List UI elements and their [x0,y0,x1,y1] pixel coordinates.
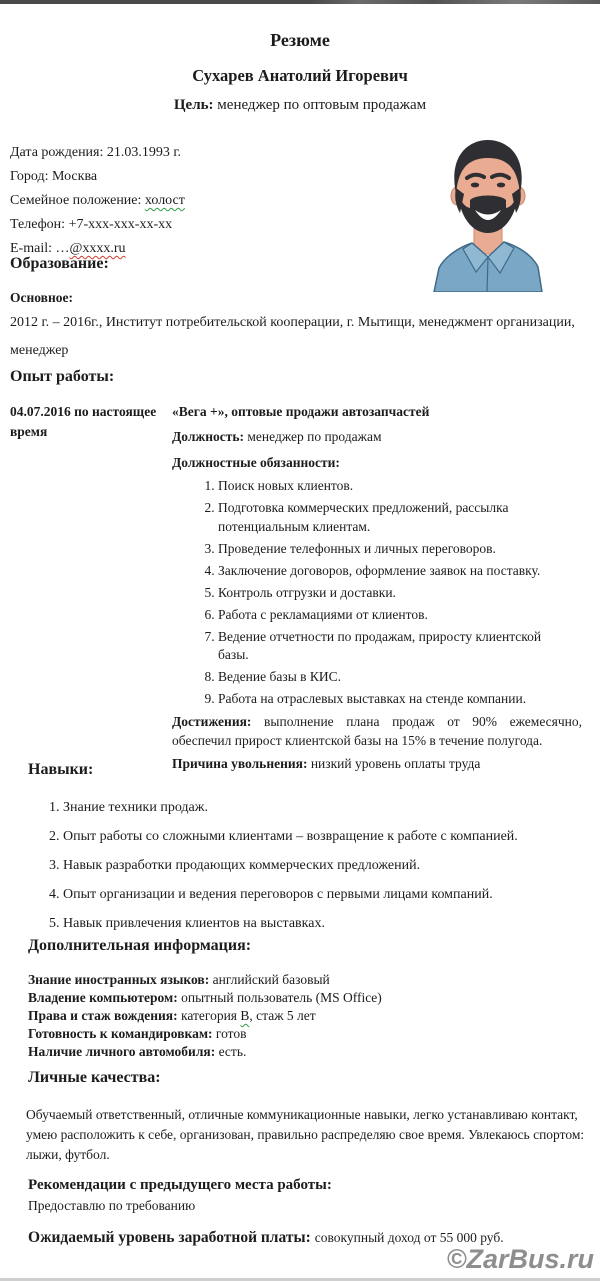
education-text: 2012 г. – 2016г., Институт потребительской кооперации, г. Мытищи, менеджмент организации, менеджер [10,315,575,358]
position-line [172,427,590,447]
achievements-line [172,712,582,750]
candidate-name: Сухарев Анатолий Игоревич [192,66,408,85]
salary-value: совокупный доход от 55 000 руб. [314,1230,504,1245]
additional-info-header: Дополнительная информация: [28,937,252,954]
skills-list [28,798,573,934]
duty-item: 4. Заключение договоров, оформление заявок на поставку. [218,562,564,581]
page-title: Резюме [270,30,330,50]
skills-block [28,798,573,943]
skill-item: 3. Навык разработки продающих коммерческих предложений. [63,856,573,876]
goal-value: менеджер по оптовым продажам [217,97,427,113]
marital-value: холост [144,193,185,208]
salary-label: Ожидаемый уровень заработной платы: [28,1229,311,1246]
position-value: менеджер по продажам [247,429,382,444]
skill-item: 4. Опыт организации и ведения переговоров с первыми лицами компаний. [63,885,573,905]
additional-info-block [28,971,588,1061]
driving-label: Права и стаж вождения: [28,1008,178,1023]
leaving-reason-text: низкий уровень оплаты труда [310,756,481,771]
personal-info-block [10,141,185,261]
position-label: Должность: [172,429,245,444]
car-label: Наличие личного автомобиля: [28,1044,216,1059]
driving-value-pre: категория [180,1008,241,1023]
city-line [10,165,185,189]
experience-header: Опыт работы: [10,368,115,385]
watermark: ©ZarBus.ru [446,1244,594,1274]
skills-header: Навыки: [28,761,94,778]
computer-line [28,989,588,1007]
languages-line [28,971,588,989]
driving-line [28,1007,588,1025]
marital-status-line [10,189,185,213]
personal-qualities-text: Обучаемый ответственный, отличные коммуникационные навыки, легко устанавливаю контакт, умею расположить к себе, организован, правильно распределяю свое время. Увлекаюсь спортом: лыжи, футбол. [26,1107,585,1162]
experience-period: 04.07.2016 по настоящее время [10,404,157,439]
education-subheader: Основное: [10,290,73,305]
travel-line [28,1025,588,1043]
email-domain: @xxxx.ru [69,241,126,256]
experience-block [10,396,590,773]
duty-item: 8. Ведение базы в КИС. [218,668,564,687]
personal-qualities-header: Личные качества: [28,1069,161,1086]
duty-item: 6. Работа с рекламациями от клиентов. [218,606,564,625]
profile-photo-illustration [418,136,558,292]
duties-header: Должностные обязанности: [172,455,340,470]
goal-line [0,97,600,114]
city-label: Город: [10,169,49,184]
education-header: Образование: [10,255,109,272]
leaving-reason-line [172,754,590,773]
duty-item: 3. Проведение телефонных и личных переговоров. [218,540,564,559]
email-label: E-mail: [10,241,52,256]
skill-item: 1. Знание техники продаж. [63,798,573,818]
marital-label: Семейное положение: [10,193,142,208]
achievements-text: выполнение плана продаж от 90% ежемесячно, обеспечил прирост клиентской базы на 15% в течение полугода. [172,714,582,748]
computer-value: опытный пользователь (MS Office) [181,990,382,1005]
email-prefix: … [55,241,70,256]
city-value: Москва [51,169,98,184]
duty-item: 9. Работа на отраслевых выставках на стенде компании. [218,690,564,709]
goal-label: Цель: [173,97,214,113]
driving-category: В [240,1008,250,1023]
travel-value: готов [215,1026,247,1041]
achievements-label: Достижения: [172,714,252,729]
duty-item: 2. Подготовка коммерческих предложений, рассылка потенциальным клиентам. [218,499,564,536]
duties-list [172,477,564,709]
skill-item: 2. Опыт работы со сложными клиентами – возвращение к работе с компанией. [63,827,573,847]
salary-line [28,1229,504,1247]
phone-value: +7-xxx-xxx-xx-xx [68,217,173,232]
recommendations-header: Рекомендации с предыдущего места работы: [28,1177,332,1193]
languages-label: Знание иностранных языков: [28,972,210,987]
skill-item: 5. Навык привлечения клиентов на выставках. [63,914,573,934]
languages-value: английский базовый [212,972,330,987]
company-name: «Вега +», оптовые продажи автозапчастей [172,404,430,419]
leaving-reason-label: Причина увольнения: [172,756,308,771]
recommendations-text: Предоставлю по требованию [28,1198,196,1213]
phone-line [10,213,185,237]
birth-date-label: Дата рождения: [10,145,104,160]
birth-date-line [10,141,185,165]
phone-label: Телефон: [10,217,66,232]
travel-label: Готовность к командировкам: [28,1026,213,1041]
top-border-line [0,0,600,4]
driving-value-post: , стаж 5 лет [249,1008,316,1023]
duty-item: 7. Ведение отчетности по продажам, приросту клиентской базы. [218,628,564,665]
computer-label: Владение компьютером: [28,990,178,1005]
experience-details [172,396,590,773]
car-value: есть. [218,1044,247,1059]
duty-item: 5. Контроль отгрузки и доставки. [218,584,564,603]
birth-date-value: 21.03.1993 г. [106,145,182,160]
car-line [28,1043,588,1061]
duty-item: 1. Поиск новых клиентов. [218,477,564,496]
